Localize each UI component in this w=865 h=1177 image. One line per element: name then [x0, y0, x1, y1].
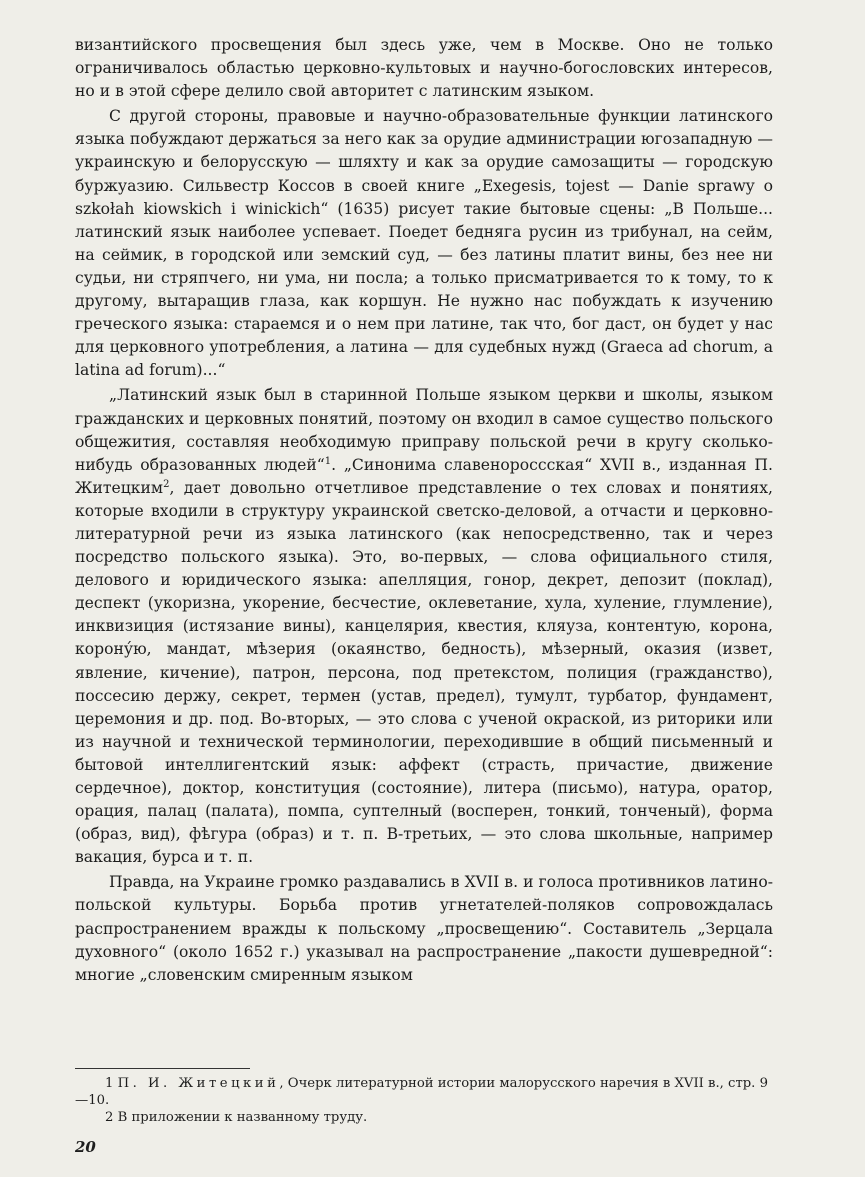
paragraph-2: С другой стороны, правовые и научно-образовательные функции латинского языка побуждают держаться за него как за орудие администрации югозападную — украинскую и белорусскую — шляхту и как за орудие самозащиты — городскую буржуазию. Сильвестр Коссов в своей книге „Exegesis, tojest — Danie sprawy o szkołah kiowskich i winickich“ (1635) рисует такие бытовые сцены: „В Польше... латинский язык наиболее успевает. Поедет бедняга русин из трибунал, на сейм, на сеймик, в городской или земский суд, — без латины платит вины, без нее ни судьи, ни стряпчего, ни ума, ни посла; а только присматривается то к тому, то к другому, вытаращив глаза, как коршун. Не нужно нас побуждать к изучению греческого языка: стараемся и о нем при латине, так что, бог даст, он будет у нас для церковного употребления, а латина — для судебных нужд (Graeca ad chorum, a latina ad forum)...“ — [75, 107, 773, 380]
paragraph-3-part-3: , дает довольно отчетливое представление о тех словах и понятиях, которые входили в структуру украинской светско-деловой, а отчасти и церковно-литературной речи из языка латинского (как непосредственно, так и через посредство польского языка). Это, во-первых, — слова официального стиля, делового и юридического языка: апелляция, гонор, декрет, депозит (поклад), деспект (укоризна, укорение, бесчестие, оклеветание, хула, хуление, глумление), инквизиция (истязание вины), канцелярия, квестия, кляуза, контентую, корона, корону́ю, мандат, мѣзерия (окаянство, бедность), мѣзерный, оказия (извет, явление, кичение), патрон, персона, под претекстом, полиция (гражданство), поссесию держу, секрет, термен (устав, предел), тумулт, турбатор, фундамент, церемония и др. под. Во-вторых, — это слова с ученой окраской, из риторики или из научной и технической терминологии, переходившие в общий письменный и бытовой интеллигентский язык: аффект (страсть, причастие, движение сердечное), доктор, конституция (состояние), литера (письмо), натура, оратор, орация, палац (палата), помпа, суптелный (восперен, тонкий, тонченый), форма (образ, вид), фѣгура (образ) и т. п. В-третьих, — это слова школьные, например вакация, бурса и т. п. — [75, 478, 773, 867]
footnote-rule — [75, 1068, 250, 1069]
footnote-2 — [75, 1109, 773, 1126]
footnote-ref-1: 1 — [324, 455, 332, 467]
footnotes — [75, 1068, 773, 1126]
paragraph-3 — [75, 384, 773, 869]
paragraph-3-part-2: . „Синонима славенороссская“ XVII в., изданная П. Житецким — [75, 455, 773, 497]
footnote-ref-2: 2 — [163, 478, 170, 490]
footnote-1-number: 1 — [105, 1076, 114, 1091]
footnote-1-author: П. И. Житецкий — [117, 1076, 280, 1091]
footnote-2-number: 2 — [105, 1110, 114, 1125]
page-number: 20 — [75, 1138, 96, 1156]
footnote-1 — [75, 1075, 773, 1109]
footnote-2-text: В приложении к названному труду. — [117, 1110, 368, 1125]
paragraph-4: Правда, на Украине громко раздавались в XVII в. и голоса противников латино-польской культуры. Борьба против угнетателей-поляков сопровождалась распространением вражды к польскому „просвещению“. Составитель „Зерцала духовного“ (около 1652 г.) указывал на распространение „пакости душевредной“: многие „словенским смиренным языком — [75, 873, 773, 984]
footnote-1-text: , Очерк литературной истории малорусского наречия в XVII в., стр. 9—10. — [75, 1076, 768, 1108]
paragraph-3-part-1: „Латинский язык был в старинной Польше языком церкви и школы, языком гражданских и церковных понятий, поэтому он входил в самое существо польского общежития, составляя необходимую приправу польской речи в кругу сколько-нибудь образованных людей“ — [75, 386, 773, 474]
paragraph-1: византийского просвещения был здесь уже, чем в Москве. Оно не только ограничивалось областью церковно-культовых и научно-богословских интересов, но и в этой сфере делило свой авторитет с латинским языком. — [75, 36, 773, 101]
